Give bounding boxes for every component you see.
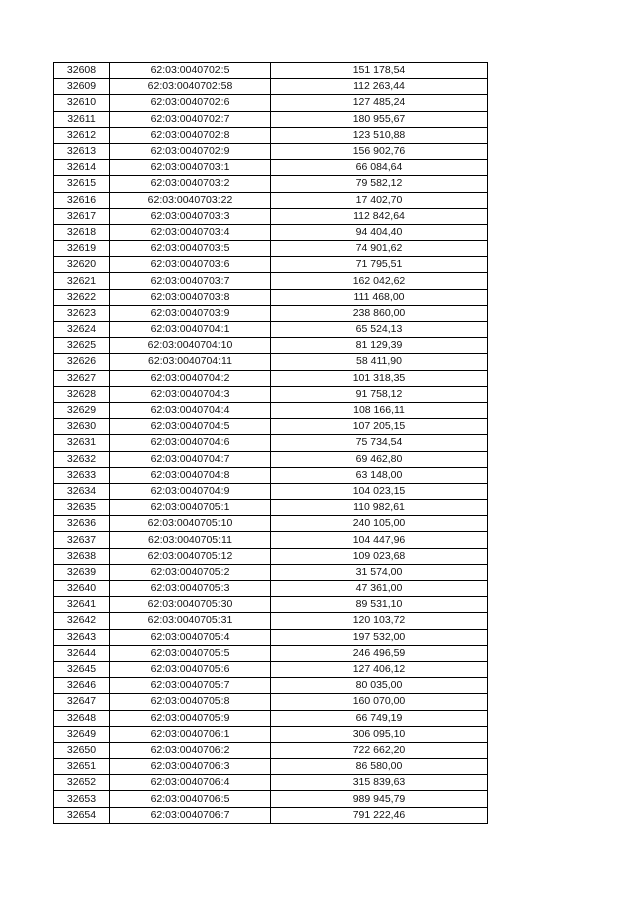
value-cell: 112 842,64	[271, 208, 488, 224]
value-cell: 240 105,00	[271, 516, 488, 532]
table-row	[54, 143, 488, 159]
row-number-cell: 32609	[54, 79, 110, 95]
value-cell: 66 749,19	[271, 710, 488, 726]
cadastral-number-cell: 62:03:0040704:1	[110, 322, 271, 338]
cadastral-number-cell: 62:03:0040705:1	[110, 500, 271, 516]
table-row	[54, 532, 488, 548]
value-cell: 89 531,10	[271, 597, 488, 613]
row-number-cell: 32631	[54, 435, 110, 451]
table-row	[54, 807, 488, 823]
table-row	[54, 95, 488, 111]
row-number-cell: 32637	[54, 532, 110, 548]
row-number-cell: 32650	[54, 742, 110, 758]
row-number-cell: 32641	[54, 597, 110, 613]
table-row	[54, 500, 488, 516]
value-cell: 112 263,44	[271, 79, 488, 95]
cadastral-number-cell: 62:03:0040704:10	[110, 338, 271, 354]
cadastral-number-cell: 62:03:0040704:6	[110, 435, 271, 451]
cadastral-number-cell: 62:03:0040702:7	[110, 111, 271, 127]
value-cell: 104 447,96	[271, 532, 488, 548]
value-cell: 120 103,72	[271, 613, 488, 629]
row-number-cell: 32636	[54, 516, 110, 532]
row-number-cell: 32626	[54, 354, 110, 370]
row-number-cell: 32622	[54, 289, 110, 305]
cadastral-number-cell: 62:03:0040703:22	[110, 192, 271, 208]
table-row	[54, 127, 488, 143]
value-cell: 94 404,40	[271, 224, 488, 240]
table-row	[54, 548, 488, 564]
cadastral-number-cell: 62:03:0040704:2	[110, 370, 271, 386]
cadastral-number-cell: 62:03:0040704:4	[110, 402, 271, 418]
table-row	[54, 386, 488, 402]
cadastral-number-cell: 62:03:0040705:10	[110, 516, 271, 532]
row-number-cell: 32613	[54, 143, 110, 159]
cadastral-number-cell: 62:03:0040704:5	[110, 419, 271, 435]
cadastral-number-cell: 62:03:0040704:11	[110, 354, 271, 370]
value-cell: 107 205,15	[271, 419, 488, 435]
row-number-cell: 32610	[54, 95, 110, 111]
row-number-cell: 32643	[54, 629, 110, 645]
table-row	[54, 273, 488, 289]
table-row	[54, 516, 488, 532]
row-number-cell: 32645	[54, 661, 110, 677]
table-row	[54, 597, 488, 613]
table-row	[54, 661, 488, 677]
cadastral-number-cell: 62:03:0040703:2	[110, 176, 271, 192]
table-row	[54, 726, 488, 742]
cadastral-number-cell: 62:03:0040706:4	[110, 775, 271, 791]
row-number-cell: 32619	[54, 241, 110, 257]
table-row	[54, 338, 488, 354]
row-number-cell: 32633	[54, 467, 110, 483]
cadastral-number-cell: 62:03:0040703:1	[110, 160, 271, 176]
cadastral-number-cell: 62:03:0040706:5	[110, 791, 271, 807]
table-row	[54, 678, 488, 694]
table-row	[54, 435, 488, 451]
value-cell: 127 485,24	[271, 95, 488, 111]
table-row	[54, 354, 488, 370]
table-row	[54, 645, 488, 661]
cadastral-number-cell: 62:03:0040702:6	[110, 95, 271, 111]
row-number-cell: 32635	[54, 500, 110, 516]
row-number-cell: 32617	[54, 208, 110, 224]
row-number-cell: 32614	[54, 160, 110, 176]
table-row	[54, 742, 488, 758]
cadastral-number-cell: 62:03:0040705:12	[110, 548, 271, 564]
cadastral-number-cell: 62:03:0040705:5	[110, 645, 271, 661]
row-number-cell: 32608	[54, 63, 110, 79]
row-number-cell: 32621	[54, 273, 110, 289]
cadastral-number-cell: 62:03:0040706:2	[110, 742, 271, 758]
value-cell: 123 510,88	[271, 127, 488, 143]
row-number-cell: 32627	[54, 370, 110, 386]
row-number-cell: 32628	[54, 386, 110, 402]
value-cell: 71 795,51	[271, 257, 488, 273]
table-row	[54, 305, 488, 321]
row-number-cell: 32647	[54, 694, 110, 710]
table-row	[54, 241, 488, 257]
cadastral-number-cell: 62:03:0040703:5	[110, 241, 271, 257]
row-number-cell: 32638	[54, 548, 110, 564]
table-row	[54, 63, 488, 79]
table-row	[54, 710, 488, 726]
row-number-cell: 32632	[54, 451, 110, 467]
value-cell: 17 402,70	[271, 192, 488, 208]
value-cell: 108 166,11	[271, 402, 488, 418]
value-cell: 66 084,64	[271, 160, 488, 176]
table-row	[54, 775, 488, 791]
row-number-cell: 32653	[54, 791, 110, 807]
value-cell: 156 902,76	[271, 143, 488, 159]
value-cell: 110 982,61	[271, 500, 488, 516]
value-cell: 81 129,39	[271, 338, 488, 354]
table-row	[54, 467, 488, 483]
value-cell: 86 580,00	[271, 759, 488, 775]
cadastral-number-cell: 62:03:0040703:6	[110, 257, 271, 273]
cadastral-number-cell: 62:03:0040705:2	[110, 564, 271, 580]
row-number-cell: 32623	[54, 305, 110, 321]
cadastral-number-cell: 62:03:0040703:4	[110, 224, 271, 240]
row-number-cell: 32640	[54, 581, 110, 597]
table-row	[54, 322, 488, 338]
table-row	[54, 791, 488, 807]
value-cell: 31 574,00	[271, 564, 488, 580]
value-cell: 104 023,15	[271, 483, 488, 499]
table-row	[54, 402, 488, 418]
row-number-cell: 32652	[54, 775, 110, 791]
value-cell: 180 955,67	[271, 111, 488, 127]
value-cell: 989 945,79	[271, 791, 488, 807]
row-number-cell: 32616	[54, 192, 110, 208]
value-cell: 80 035,00	[271, 678, 488, 694]
cadastral-number-cell: 62:03:0040705:4	[110, 629, 271, 645]
value-cell: 63 148,00	[271, 467, 488, 483]
cadastral-number-cell: 62:03:0040703:9	[110, 305, 271, 321]
cadastral-number-cell: 62:03:0040702:9	[110, 143, 271, 159]
cadastral-number-cell: 62:03:0040702:58	[110, 79, 271, 95]
value-cell: 791 222,46	[271, 807, 488, 823]
cadastral-number-cell: 62:03:0040704:8	[110, 467, 271, 483]
table-row	[54, 160, 488, 176]
value-cell: 111 468,00	[271, 289, 488, 305]
cadastral-number-cell: 62:03:0040704:9	[110, 483, 271, 499]
table-row	[54, 176, 488, 192]
row-number-cell: 32642	[54, 613, 110, 629]
value-cell: 160 070,00	[271, 694, 488, 710]
cadastral-number-cell: 62:03:0040702:5	[110, 63, 271, 79]
value-cell: 306 095,10	[271, 726, 488, 742]
cadastral-number-cell: 62:03:0040704:7	[110, 451, 271, 467]
table-row	[54, 257, 488, 273]
value-cell: 151 178,54	[271, 63, 488, 79]
data-table	[53, 62, 488, 824]
row-number-cell: 32618	[54, 224, 110, 240]
cadastral-number-cell: 62:03:0040705:30	[110, 597, 271, 613]
table-body	[54, 63, 488, 824]
table-row	[54, 111, 488, 127]
table-row	[54, 224, 488, 240]
table-row	[54, 192, 488, 208]
value-cell: 58 411,90	[271, 354, 488, 370]
value-cell: 238 860,00	[271, 305, 488, 321]
value-cell: 109 023,68	[271, 548, 488, 564]
row-number-cell: 32615	[54, 176, 110, 192]
value-cell: 722 662,20	[271, 742, 488, 758]
row-number-cell: 32611	[54, 111, 110, 127]
row-number-cell: 32649	[54, 726, 110, 742]
cadastral-number-cell: 62:03:0040705:6	[110, 661, 271, 677]
row-number-cell: 32629	[54, 402, 110, 418]
value-cell: 74 901,62	[271, 241, 488, 257]
cadastral-number-cell: 62:03:0040706:7	[110, 807, 271, 823]
value-cell: 91 758,12	[271, 386, 488, 402]
table-row	[54, 79, 488, 95]
value-cell: 101 318,35	[271, 370, 488, 386]
row-number-cell: 32639	[54, 564, 110, 580]
cadastral-number-cell: 62:03:0040702:8	[110, 127, 271, 143]
row-number-cell: 32624	[54, 322, 110, 338]
cadastral-number-cell: 62:03:0040703:8	[110, 289, 271, 305]
value-cell: 197 532,00	[271, 629, 488, 645]
table-row	[54, 581, 488, 597]
cadastral-number-cell: 62:03:0040705:3	[110, 581, 271, 597]
value-cell: 162 042,62	[271, 273, 488, 289]
table-row	[54, 694, 488, 710]
cadastral-number-cell: 62:03:0040706:1	[110, 726, 271, 742]
cadastral-number-cell: 62:03:0040705:31	[110, 613, 271, 629]
table-row	[54, 208, 488, 224]
row-number-cell: 32630	[54, 419, 110, 435]
value-cell: 69 462,80	[271, 451, 488, 467]
cadastral-number-cell: 62:03:0040705:7	[110, 678, 271, 694]
value-cell: 79 582,12	[271, 176, 488, 192]
cadastral-number-cell: 62:03:0040706:3	[110, 759, 271, 775]
row-number-cell: 32648	[54, 710, 110, 726]
cadastral-number-cell: 62:03:0040705:8	[110, 694, 271, 710]
row-number-cell: 32620	[54, 257, 110, 273]
table-row	[54, 289, 488, 305]
table-row	[54, 483, 488, 499]
table-row	[54, 759, 488, 775]
value-cell: 47 361,00	[271, 581, 488, 597]
row-number-cell: 32634	[54, 483, 110, 499]
value-cell: 127 406,12	[271, 661, 488, 677]
table-row	[54, 419, 488, 435]
value-cell: 75 734,54	[271, 435, 488, 451]
row-number-cell: 32654	[54, 807, 110, 823]
cadastral-number-cell: 62:03:0040703:7	[110, 273, 271, 289]
row-number-cell: 32646	[54, 678, 110, 694]
table-row	[54, 629, 488, 645]
cadastral-number-cell: 62:03:0040705:9	[110, 710, 271, 726]
table-row	[54, 564, 488, 580]
table-row	[54, 613, 488, 629]
value-cell: 315 839,63	[271, 775, 488, 791]
row-number-cell: 32612	[54, 127, 110, 143]
value-cell: 246 496,59	[271, 645, 488, 661]
cadastral-number-cell: 62:03:0040703:3	[110, 208, 271, 224]
cadastral-number-cell: 62:03:0040705:11	[110, 532, 271, 548]
row-number-cell: 32651	[54, 759, 110, 775]
row-number-cell: 32644	[54, 645, 110, 661]
table-row	[54, 451, 488, 467]
row-number-cell: 32625	[54, 338, 110, 354]
cadastral-number-cell: 62:03:0040704:3	[110, 386, 271, 402]
value-cell: 65 524,13	[271, 322, 488, 338]
table-row	[54, 370, 488, 386]
